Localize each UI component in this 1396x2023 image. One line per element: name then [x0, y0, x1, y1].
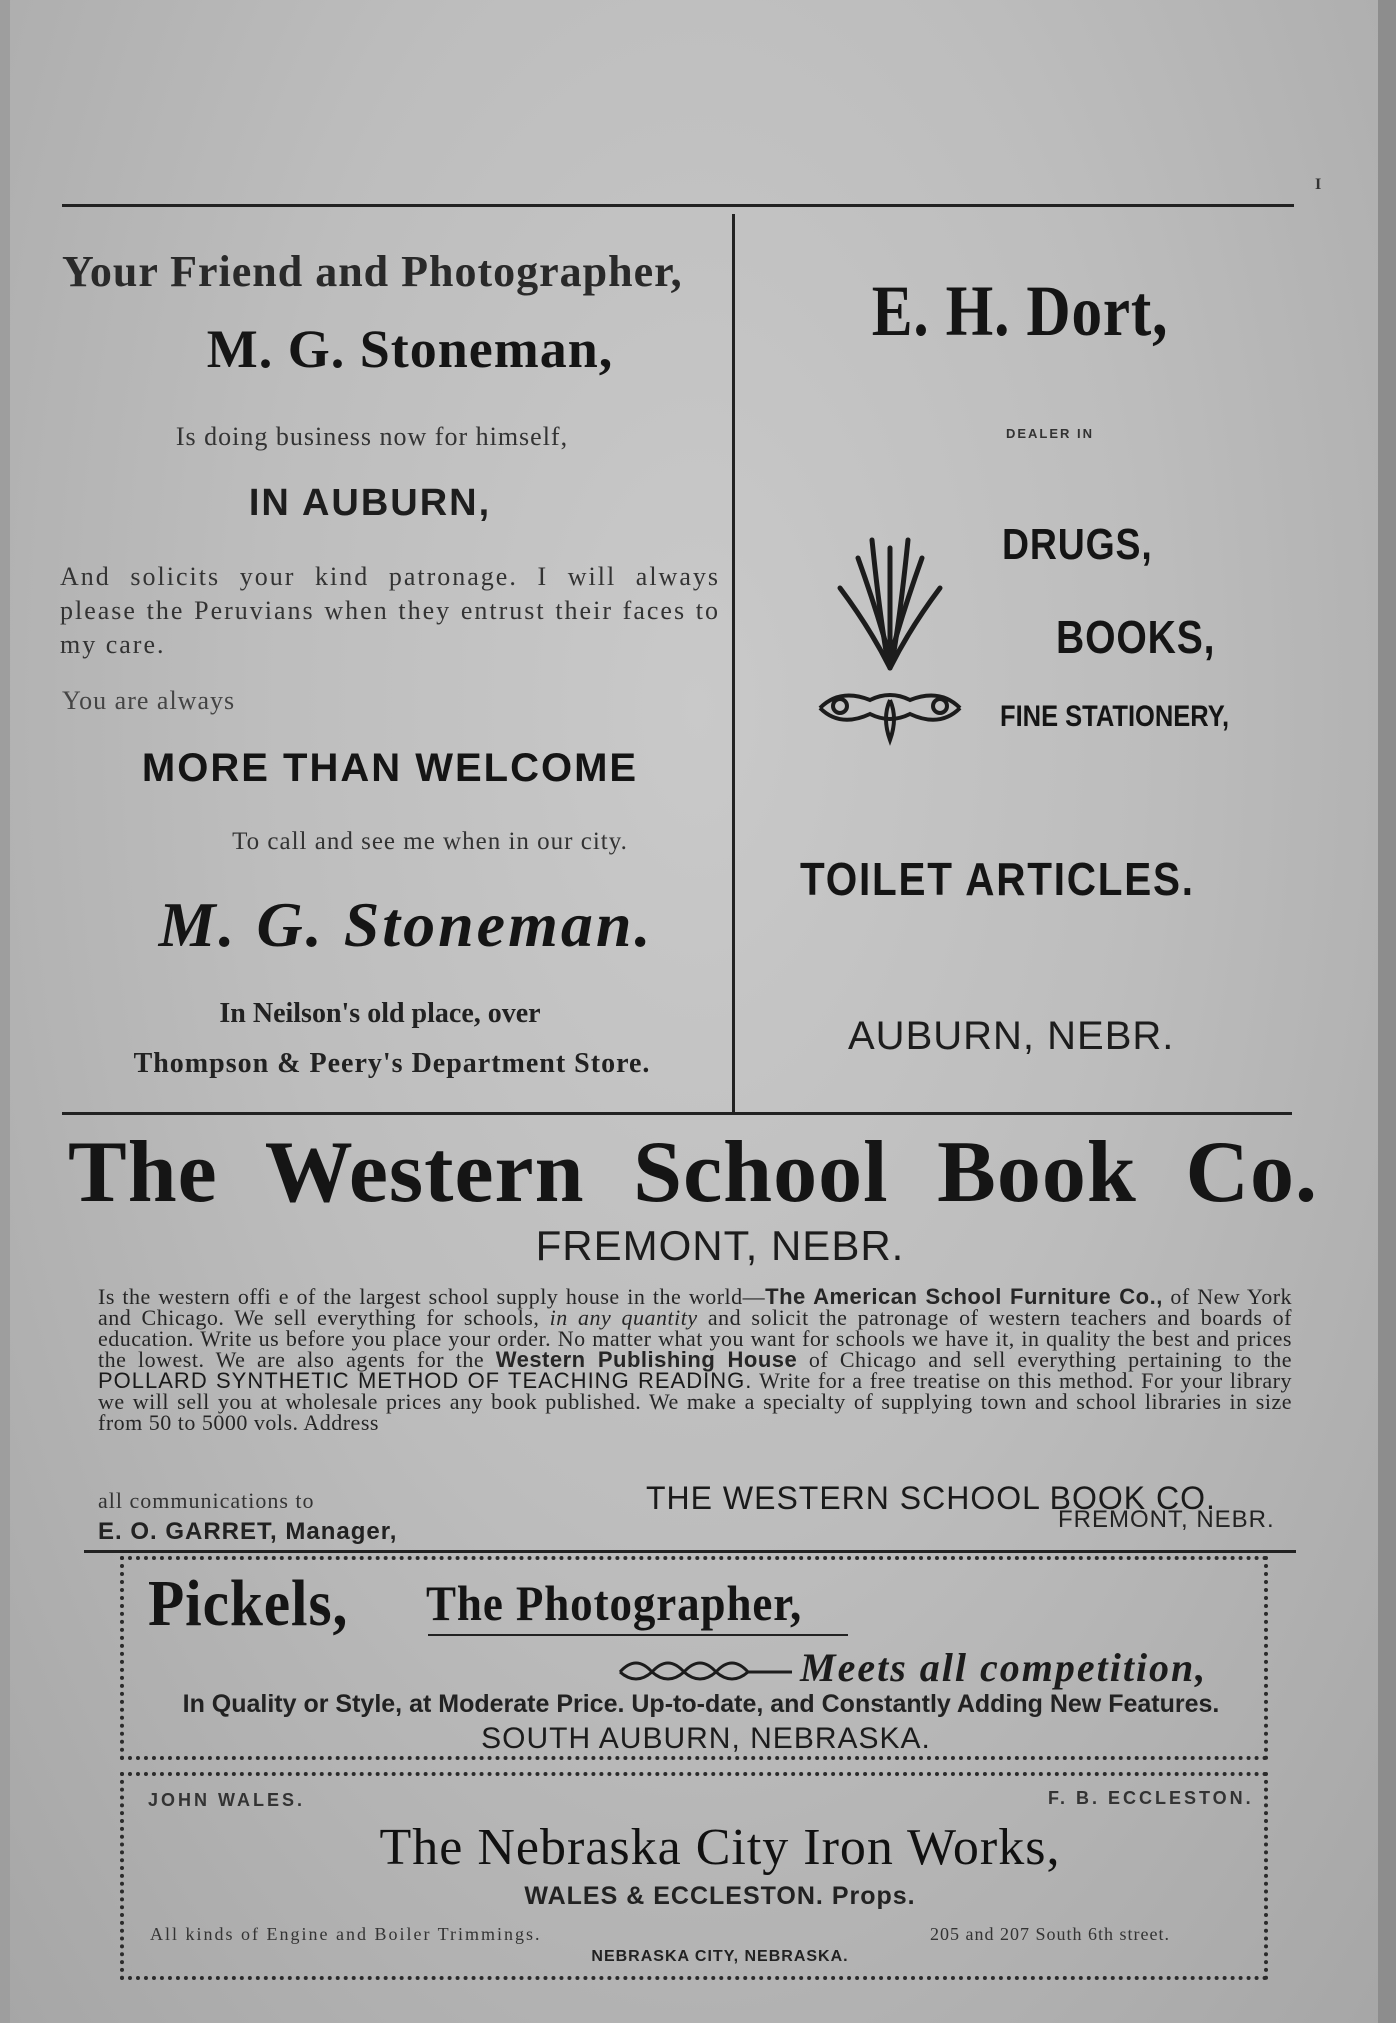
western-body-part1: Is the western offi e of the largest school supply house in the world—	[98, 1284, 766, 1309]
western-body-bold1: The American School Furniture Co.,	[765, 1284, 1163, 1309]
western-body-bold2: Western Publishing House	[495, 1347, 798, 1372]
stoneman-name: M. G. Stoneman,	[206, 319, 614, 379]
stoneman-solicits: And solicits your kind patronage. I will always please the Peruvians when they entrust their faces to my care.	[60, 562, 720, 659]
western-company-location: FREMONT, NEBR.	[1058, 1506, 1275, 1533]
stoneman-location: IN AUBURN,	[248, 482, 492, 524]
pickels-location: SOUTH AUBURN, NEBRASKA.	[481, 1722, 931, 1755]
iron-works-left-name: JOHN WALES.	[148, 1790, 306, 1810]
stoneman-call: To call and see me when in our city.	[232, 828, 628, 855]
pickels-name: Pickels,	[148, 1567, 349, 1640]
dort-name: E. H. Dort,	[871, 271, 1169, 351]
western-company-name: THE WESTERN SCHOOL BOOK CO.	[646, 1480, 1216, 1516]
western-body-italic1: in any quantity	[549, 1305, 698, 1330]
lower-rule	[84, 1550, 1296, 1553]
western-body-part5: Write for a free treatise on this method. For your library we will sell you at wholesale prices any book published. We make a specialty of supplying town and school libraries in size from 50 to 5000 vols. Address	[98, 1368, 1292, 1435]
western-body-text	[98, 1286, 1292, 1433]
stoneman-headline: Your Friend and Photographer,	[62, 247, 683, 296]
western-body-pollard: POLLARD SYNTHETIC METHOD OF TEACHING READING.	[98, 1368, 753, 1393]
western-title: The Western School Book Co.	[68, 1124, 1318, 1221]
dort-books: BOOKS,	[1056, 611, 1216, 663]
western-body-part3: and solicit the patronage of western teachers and boards of education. Write us before you place your order. No matter what you want for schools we have it, in quality the best and prices the lowest. We are also agents for the	[98, 1305, 1292, 1372]
fleur-ornament-icon	[810, 518, 970, 748]
page-edge-left	[0, 0, 10, 2023]
stoneman-welcome: MORE THAN WELCOME	[141, 746, 639, 790]
stoneman-address-line1: In Neilson's old place, over	[219, 998, 541, 1029]
western-body-part4: of Chicago and sell everything pertaining to the	[797, 1347, 1292, 1372]
iron-works-street: 205 and 207 South 6th street.	[930, 1924, 1170, 1944]
top-rule	[62, 204, 1294, 207]
pickels-photographer: The Photographer,	[426, 1575, 803, 1631]
iron-works-props: WALES & ECCLESTON. Props.	[524, 1882, 916, 1910]
dort-toilet-articles: TOILET ARTICLES.	[800, 853, 1195, 905]
western-manager: E. O. GARRET, Manager,	[98, 1518, 398, 1545]
stoneman-signature: M. G. Stoneman.	[158, 889, 654, 960]
iron-works-kinds: All kinds of Engine and Boiler Trimmings.	[150, 1924, 542, 1944]
middle-rule	[62, 1112, 1292, 1115]
stoneman-doing-business: Is doing business now for himself,	[175, 422, 569, 451]
pickels-underline	[428, 1634, 848, 1636]
western-body-part2: of New York and Chicago. We sell everything for schools,	[98, 1284, 1293, 1330]
pickels-meets: Meets all competition,	[800, 1645, 1208, 1690]
column-divider	[732, 214, 735, 1112]
western-all-communications: all communications to	[98, 1488, 315, 1513]
stoneman-address-line2: Thompson & Peery's Department Store.	[133, 1048, 651, 1079]
iron-works-right-name: F. B. ECCLESTON.	[1048, 1788, 1254, 1808]
swirl-ornament-icon	[616, 1650, 796, 1690]
dort-stationery: FINE STATIONERY,	[1000, 700, 1230, 733]
page-edge-right	[1378, 0, 1396, 2023]
western-location: FREMONT, NEBR.	[535, 1222, 905, 1269]
iron-works-title: The Nebraska City Iron Works,	[379, 1819, 1061, 1876]
dort-location: AUBURN, NEBR.	[848, 1014, 1175, 1058]
dort-dealer-label: DEALER IN	[1005, 426, 1095, 441]
pickels-quality: In Quality or Style, at Moderate Price. Up-to-date, and Constantly Adding New Features.	[182, 1690, 1220, 1718]
stoneman-always: You are always	[62, 686, 236, 715]
dort-drugs: DRUGS,	[1002, 520, 1153, 569]
page-mark: I	[1315, 176, 1322, 193]
iron-works-city: NEBRASKA CITY, NEBRASKA.	[591, 1948, 849, 1965]
